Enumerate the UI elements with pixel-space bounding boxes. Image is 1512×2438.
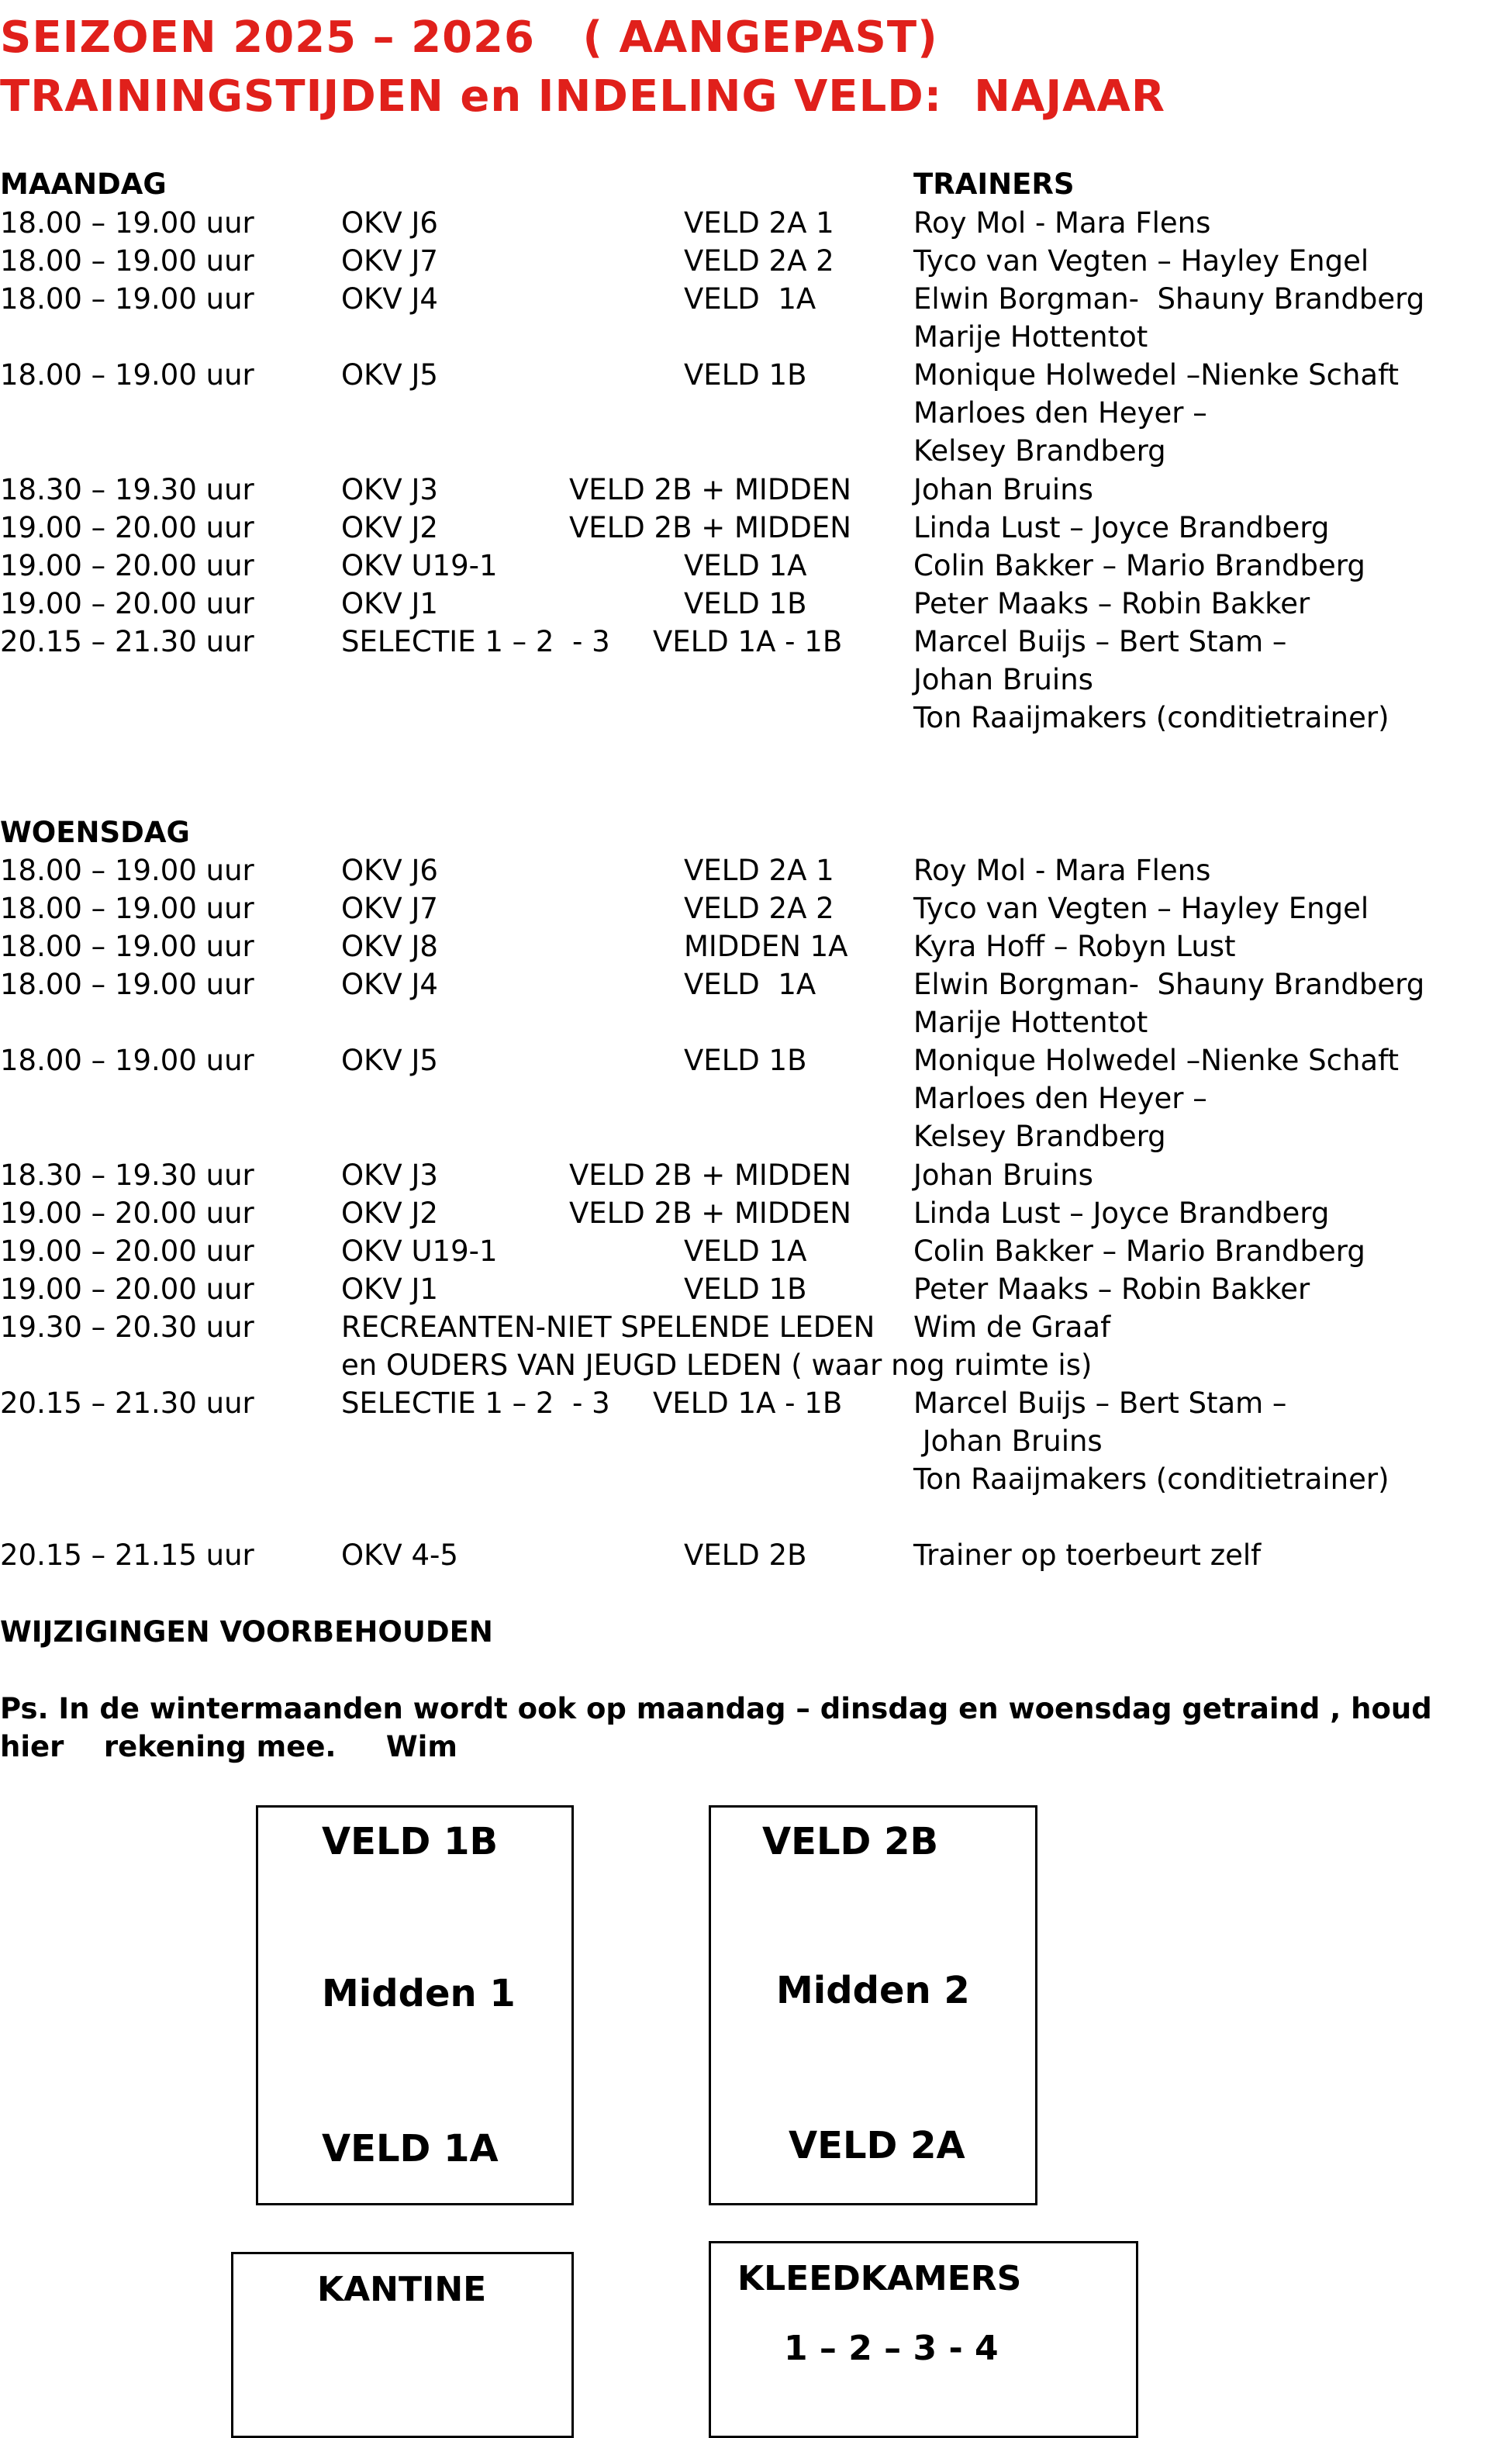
field-label-veld-1b: VELD 1B [322, 1820, 499, 1863]
row-field: VELD 2A 2 [684, 892, 834, 925]
kleedkamers-box [709, 2241, 1138, 2438]
row-trainer: Roy Mol - Mara Flens [913, 854, 1211, 887]
row-team: OKV J1 [341, 1273, 438, 1306]
row-trainer: Marcel Buijs – Bert Stam – [913, 1386, 1287, 1420]
row-trainer: Marloes den Heyer – [913, 396, 1207, 430]
row-time: 19.00 – 20.00 uur [0, 1197, 254, 1230]
document-title-line1: SEIZOEN 2025 – 2026 ( AANGEPAST) [0, 12, 938, 63]
row-trainer: Linda Lust – Joyce Brandberg [913, 511, 1330, 544]
row-team: RECREANTEN-NIET SPELENDE LEDEN [341, 1311, 875, 1344]
row-time: 19.30 – 20.30 uur [0, 1311, 254, 1344]
row-time: 18.00 – 19.00 uur [0, 854, 254, 887]
row-trainer: Peter Maaks – Robin Bakker [913, 1273, 1310, 1306]
row-time: 18.30 – 19.30 uur [0, 1159, 254, 1192]
row-time: 19.00 – 20.00 uur [0, 587, 254, 620]
trainers-heading: TRAINERS [913, 167, 1075, 201]
row-team: OKV J3 [341, 1159, 438, 1192]
row-trainer: Johan Bruins [913, 1159, 1093, 1192]
row-field: VELD 2A 2 [684, 244, 834, 278]
row-time: 18.00 – 19.00 uur [0, 930, 254, 963]
row-field: VELD 1B [684, 358, 807, 392]
row-trainer: Johan Bruins [913, 473, 1093, 506]
row-trainer: Johan Bruins [913, 1424, 1103, 1458]
row-trainer: Tyco van Vegten – Hayley Engel [913, 892, 1369, 925]
ps-note-line1: Ps. In de wintermaanden wordt ook op maandag – dinsdag en woensdag getraind , houd [0, 1692, 1432, 1725]
row-field: VELD 1A [684, 968, 816, 1001]
kleedkamers-numbers: 1 – 2 – 3 - 4 [784, 2329, 999, 2368]
row-trainer: Marije Hottentot [913, 320, 1148, 354]
row-trainer: Wim de Graaf [913, 1311, 1111, 1344]
row-trainer: Monique Holwedel –Nienke Schaft [913, 358, 1399, 392]
row-team: OKV J5 [341, 1044, 438, 1077]
row-field: VELD 2A 1 [684, 206, 834, 240]
row-trainer: Kelsey Brandberg [913, 434, 1166, 468]
wijzigingen-note: WIJZIGINGEN VOORBEHOUDEN [0, 1615, 493, 1649]
row-team: OKV 4-5 [341, 1538, 458, 1572]
row-team: OKV J7 [341, 892, 438, 925]
row-field: VELD 1B [684, 587, 807, 620]
row-time: 18.00 – 19.00 uur [0, 358, 254, 392]
row-time: 18.00 – 19.00 uur [0, 282, 254, 316]
field-label-veld-2b: VELD 2B [762, 1820, 939, 1863]
row-continuation: en OUDERS VAN JEUGD LEDEN ( waar nog ruimte is) [341, 1348, 1093, 1382]
row-time: 18.00 – 19.00 uur [0, 1044, 254, 1077]
row-trainer: Marije Hottentot [913, 1006, 1148, 1039]
row-trainer: Peter Maaks – Robin Bakker [913, 587, 1310, 620]
row-trainer: Tyco van Vegten – Hayley Engel [913, 244, 1369, 278]
row-trainer: Roy Mol - Mara Flens [913, 206, 1211, 240]
row-field: VELD 1B [684, 1273, 807, 1306]
row-trainer: Colin Bakker – Mario Brandberg [913, 1235, 1365, 1268]
row-field: VELD 1B [684, 1044, 807, 1077]
row-team: OKV J4 [341, 282, 438, 316]
row-field: VELD 2B + MIDDEN [569, 511, 851, 544]
row-trainer: Monique Holwedel –Nienke Schaft [913, 1044, 1399, 1077]
row-field: VELD 1A - 1B [653, 1386, 843, 1420]
row-time: 20.15 – 21.30 uur [0, 625, 254, 658]
row-trainer: Colin Bakker – Mario Brandberg [913, 549, 1365, 582]
field-label-midden-1: Midden 1 [322, 1972, 516, 2015]
row-team: OKV J5 [341, 358, 438, 392]
row-field: VELD 2B + MIDDEN [569, 1159, 851, 1192]
row-time: 19.00 – 20.00 uur [0, 511, 254, 544]
row-field: VELD 1A [684, 1235, 807, 1268]
field-label-veld-1a: VELD 1A [322, 2127, 499, 2170]
row-field: VELD 2B + MIDDEN [569, 1197, 851, 1230]
row-team: OKV J2 [341, 511, 438, 544]
row-trainer: Elwin Borgman- Shauny Brandberg [913, 282, 1425, 316]
row-time: 18.30 – 19.30 uur [0, 473, 254, 506]
row-field: VELD 2B + MIDDEN [569, 473, 851, 506]
document-title-line2: TRAININGSTIJDEN en INDELING VELD: NAJAAR [0, 71, 1165, 122]
kleedkamers-label: KLEEDKAMERS [737, 2259, 1022, 2298]
row-trainer: Trainer op toerbeurt zelf [913, 1538, 1262, 1572]
row-team: OKV J8 [341, 930, 438, 963]
row-time: 18.00 – 19.00 uur [0, 892, 254, 925]
ps-note-line2: hier rekening mee. Wim [0, 1730, 457, 1763]
row-team: OKV J2 [341, 1197, 438, 1230]
row-time: 18.00 – 19.00 uur [0, 206, 254, 240]
row-team: SELECTIE 1 – 2 - 3 [341, 625, 610, 658]
woensdag-heading: WOENSDAG [0, 816, 190, 849]
row-time: 19.00 – 20.00 uur [0, 1235, 254, 1268]
row-time: 20.15 – 21.30 uur [0, 1386, 254, 1420]
row-team: OKV J6 [341, 206, 438, 240]
row-trainer: Kyra Hoff – Robyn Lust [913, 930, 1236, 963]
row-field: VELD 1A [684, 282, 816, 316]
row-trainer: Marloes den Heyer – [913, 1082, 1207, 1115]
row-team: SELECTIE 1 – 2 - 3 [341, 1386, 610, 1420]
row-team: OKV U19-1 [341, 1235, 498, 1268]
row-team: OKV J4 [341, 968, 438, 1001]
row-trainer: Ton Raaijmakers (conditietrainer) [913, 701, 1389, 734]
row-team: OKV J6 [341, 854, 438, 887]
row-field: VELD 2A 1 [684, 854, 834, 887]
row-trainer: Ton Raaijmakers (conditietrainer) [913, 1462, 1389, 1496]
row-trainer: Linda Lust – Joyce Brandberg [913, 1197, 1330, 1230]
row-trainer: Elwin Borgman- Shauny Brandberg [913, 968, 1425, 1001]
row-team: OKV J3 [341, 473, 438, 506]
kantine-box [231, 2252, 574, 2438]
row-trainer: Marcel Buijs – Bert Stam – [913, 625, 1287, 658]
kantine-label: KANTINE [317, 2270, 487, 2309]
row-field: VELD 2B [684, 1538, 807, 1572]
row-field: MIDDEN 1A [684, 930, 848, 963]
row-trainer: Johan Bruins [913, 663, 1093, 696]
row-time: 18.00 – 19.00 uur [0, 244, 254, 278]
row-time: 19.00 – 20.00 uur [0, 549, 254, 582]
row-team: OKV U19-1 [341, 549, 498, 582]
field-label-veld-2a: VELD 2A [789, 2124, 965, 2167]
row-time: 19.00 – 20.00 uur [0, 1273, 254, 1306]
field-box-1 [256, 1805, 574, 2205]
row-field: VELD 1A - 1B [653, 625, 843, 658]
row-trainer: Kelsey Brandberg [913, 1120, 1166, 1153]
row-team: OKV J7 [341, 244, 438, 278]
row-time: 20.15 – 21.15 uur [0, 1538, 254, 1572]
row-team: OKV J1 [341, 587, 438, 620]
field-label-midden-2: Midden 2 [776, 1969, 970, 2012]
row-time: 18.00 – 19.00 uur [0, 968, 254, 1001]
field-box-2 [709, 1805, 1037, 2205]
row-field: VELD 1A [684, 549, 807, 582]
maandag-heading: MAANDAG [0, 167, 167, 201]
